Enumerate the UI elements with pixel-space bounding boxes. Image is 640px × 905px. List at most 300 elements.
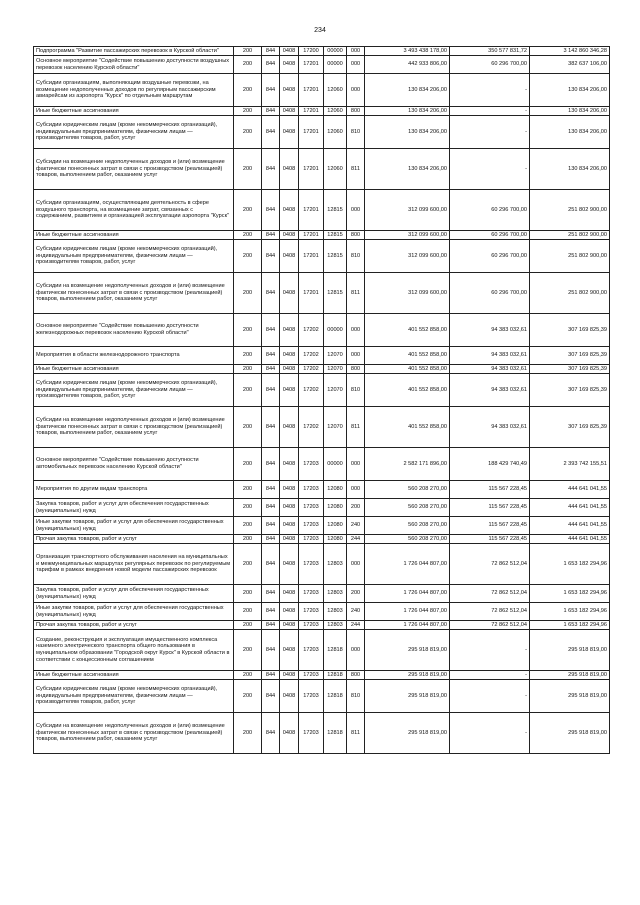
expense-name: Иные закупки товаров, работ и услуг для обеспечения государственных (муниципальных) нужд (34, 517, 234, 535)
grbs-code: 844 (262, 347, 280, 365)
expense-name: Иные закупки товаров, работ и услуг для обеспечения государственных (муниципальных) нужд (34, 603, 234, 621)
amount-executed: - (450, 116, 530, 149)
amount-executed: - (450, 713, 530, 754)
amount-approved: 295 918 819,00 (365, 630, 450, 671)
direction-code: 12818 (324, 680, 347, 713)
amount-approved: 312 099 600,00 (365, 240, 450, 273)
expense-type-code: 200 (347, 499, 365, 517)
amount-remaining: 444 641 041,55 (530, 481, 610, 499)
amount-executed: 60 296 700,00 (450, 190, 530, 231)
amount-executed: - (450, 107, 530, 116)
amount-approved: 560 208 270,00 (365, 535, 450, 544)
amount-remaining: 295 918 819,00 (530, 671, 610, 680)
amount-approved: 401 552 858,00 (365, 407, 450, 448)
expense-type-code: 800 (347, 365, 365, 374)
expense-type-code: 000 (347, 47, 365, 56)
admin-code: 200 (234, 56, 262, 74)
amount-approved: 295 918 819,00 (365, 671, 450, 680)
amount-remaining: 307 169 825,39 (530, 314, 610, 347)
table-row (34, 365, 610, 374)
grbs-code: 844 (262, 314, 280, 347)
direction-code: 12080 (324, 499, 347, 517)
table-row (34, 630, 610, 671)
amount-executed: 115 567 228,45 (450, 499, 530, 517)
expense-name: Мероприятия в области железнодорожного транспорта (34, 347, 234, 365)
direction-code: 12815 (324, 190, 347, 231)
expense-type-code: 240 (347, 603, 365, 621)
expense-name: Субсидии на возмещение недополученных доходов и (или) возмещение фактически понесенных затрат в связи с производством (реализацией) товаров, выполнением работ, оказанием услуг (34, 713, 234, 754)
expense-type-code: 240 (347, 517, 365, 535)
amount-executed: 72 862 512,04 (450, 603, 530, 621)
expense-type-code: 811 (347, 149, 365, 190)
expense-type-code: 811 (347, 713, 365, 754)
table-body (34, 47, 610, 754)
program-code: 17203 (299, 630, 324, 671)
grbs-code: 844 (262, 116, 280, 149)
direction-code: 12815 (324, 231, 347, 240)
table-row (34, 544, 610, 585)
expense-name: Прочая закупка товаров, работ и услуг (34, 535, 234, 544)
expense-name: Субсидии организациям, осуществляющим деятельность в сфере воздушного транспорта, на возмещение затрат, связанных с содержанием, развитием и организацией эксплуатации аэропорта "Курск" (34, 190, 234, 231)
direction-code: 00000 (324, 314, 347, 347)
amount-executed: 60 296 700,00 (450, 240, 530, 273)
expense-type-code: 000 (347, 630, 365, 671)
table-row (34, 671, 610, 680)
admin-code: 200 (234, 240, 262, 273)
admin-code: 200 (234, 107, 262, 116)
table-row (34, 374, 610, 407)
grbs-code: 844 (262, 240, 280, 273)
amount-remaining: 3 142 860 346,28 (530, 47, 610, 56)
section-code: 0408 (280, 47, 299, 56)
expense-name: Иные бюджетные ассигнования (34, 671, 234, 680)
direction-code: 12818 (324, 671, 347, 680)
section-code: 0408 (280, 448, 299, 481)
budget-table (33, 46, 610, 754)
section-code: 0408 (280, 374, 299, 407)
amount-remaining: 251 802 900,00 (530, 190, 610, 231)
expense-name: Закупка товаров, работ и услуг для обеспечения государственных (муниципальных) нужд (34, 585, 234, 603)
direction-code: 12803 (324, 585, 347, 603)
expense-type-code: 000 (347, 56, 365, 74)
amount-executed: - (450, 671, 530, 680)
program-code: 17202 (299, 314, 324, 347)
table-row (34, 107, 610, 116)
section-code: 0408 (280, 273, 299, 314)
table-row (34, 314, 610, 347)
section-code: 0408 (280, 671, 299, 680)
program-code: 17202 (299, 374, 324, 407)
direction-code: 12070 (324, 407, 347, 448)
amount-executed: 188 429 740,49 (450, 448, 530, 481)
table-row (34, 231, 610, 240)
amount-remaining: 2 393 742 155,51 (530, 448, 610, 481)
table-row (34, 680, 610, 713)
admin-code: 200 (234, 535, 262, 544)
amount-remaining: 251 802 900,00 (530, 273, 610, 314)
amount-remaining: 382 637 106,00 (530, 56, 610, 74)
expense-name: Иные бюджетные ассигнования (34, 107, 234, 116)
section-code: 0408 (280, 407, 299, 448)
grbs-code: 844 (262, 74, 280, 107)
amount-remaining: 1 653 182 294,96 (530, 603, 610, 621)
amount-approved: 442 933 806,00 (365, 56, 450, 74)
expense-type-code: 244 (347, 621, 365, 630)
section-code: 0408 (280, 190, 299, 231)
table-row (34, 603, 610, 621)
section-code: 0408 (280, 630, 299, 671)
amount-remaining: 251 802 900,00 (530, 240, 610, 273)
grbs-code: 844 (262, 365, 280, 374)
program-code: 17201 (299, 240, 324, 273)
direction-code: 12815 (324, 240, 347, 273)
amount-executed: 350 577 831,72 (450, 47, 530, 56)
expense-name: Основное мероприятие "Содействие повышению доступности железнодорожных перевозок населению Курской области" (34, 314, 234, 347)
amount-remaining: 295 918 819,00 (530, 680, 610, 713)
expense-type-code: 000 (347, 74, 365, 107)
direction-code: 12060 (324, 107, 347, 116)
amount-remaining: 295 918 819,00 (530, 713, 610, 754)
admin-code: 200 (234, 47, 262, 56)
admin-code: 200 (234, 190, 262, 231)
amount-approved: 401 552 858,00 (365, 365, 450, 374)
section-code: 0408 (280, 74, 299, 107)
amount-approved: 3 493 438 178,00 (365, 47, 450, 56)
section-code: 0408 (280, 116, 299, 149)
expense-type-code: 810 (347, 116, 365, 149)
admin-code: 200 (234, 149, 262, 190)
program-code: 17203 (299, 481, 324, 499)
amount-approved: 130 834 206,00 (365, 107, 450, 116)
admin-code: 200 (234, 603, 262, 621)
program-code: 17201 (299, 190, 324, 231)
admin-code: 200 (234, 481, 262, 499)
amount-remaining: 444 641 041,55 (530, 517, 610, 535)
program-code: 17202 (299, 347, 324, 365)
grbs-code: 844 (262, 680, 280, 713)
direction-code: 12080 (324, 481, 347, 499)
table-row (34, 407, 610, 448)
grbs-code: 844 (262, 499, 280, 517)
amount-approved: 1 726 044 807,00 (365, 603, 450, 621)
expense-type-code: 000 (347, 190, 365, 231)
amount-approved: 130 834 206,00 (365, 149, 450, 190)
amount-executed: 94 383 032,61 (450, 407, 530, 448)
expense-name: Мероприятия по другим видам транспорта (34, 481, 234, 499)
program-code: 17203 (299, 499, 324, 517)
direction-code: 12070 (324, 347, 347, 365)
table-row (34, 74, 610, 107)
program-code: 17203 (299, 448, 324, 481)
program-code: 17203 (299, 671, 324, 680)
table-row (34, 56, 610, 74)
table-row (34, 481, 610, 499)
section-code: 0408 (280, 481, 299, 499)
expense-name: Субсидии юридическим лицам (кроме некоммерческих организаций), индивидуальным предпринимателям, физическим лицам — производителям товаров, работ, услуг (34, 116, 234, 149)
amount-approved: 401 552 858,00 (365, 374, 450, 407)
expense-name: Субсидии организациям, выполняющим воздушные перевозки, на возмещение недополученных доходов по регулярным пассажирским авиарейсам из аэропорта "Курск" по отдельным маршрутам (34, 74, 234, 107)
grbs-code: 844 (262, 535, 280, 544)
expense-name: Субсидии юридическим лицам (кроме некоммерческих организаций), индивидуальным предпринимателям, физическим лицам — производителям товаров, работ, услуг (34, 374, 234, 407)
expense-type-code: 000 (347, 314, 365, 347)
amount-approved: 560 208 270,00 (365, 499, 450, 517)
expense-type-code: 810 (347, 374, 365, 407)
section-code: 0408 (280, 107, 299, 116)
admin-code: 200 (234, 585, 262, 603)
table-row (34, 149, 610, 190)
admin-code: 200 (234, 713, 262, 754)
program-code: 17201 (299, 231, 324, 240)
program-code: 17200 (299, 47, 324, 56)
amount-approved: 1 726 044 807,00 (365, 621, 450, 630)
amount-remaining: 307 169 825,39 (530, 374, 610, 407)
admin-code: 200 (234, 374, 262, 407)
admin-code: 200 (234, 544, 262, 585)
table-row (34, 240, 610, 273)
expense-name: Субсидии юридическим лицам (кроме некоммерческих организаций), индивидуальным предпринимателям, физическим лицам — производителям товаров, работ, услуг (34, 680, 234, 713)
admin-code: 200 (234, 448, 262, 481)
section-code: 0408 (280, 240, 299, 273)
program-code: 17203 (299, 621, 324, 630)
table-row (34, 273, 610, 314)
section-code: 0408 (280, 544, 299, 585)
direction-code: 12080 (324, 517, 347, 535)
amount-executed: 60 296 700,00 (450, 56, 530, 74)
direction-code: 12060 (324, 74, 347, 107)
amount-approved: 130 834 206,00 (365, 74, 450, 107)
expense-type-code: 810 (347, 240, 365, 273)
amount-remaining: 307 169 825,39 (530, 347, 610, 365)
admin-code: 200 (234, 499, 262, 517)
page-number: 234 (314, 27, 326, 34)
program-code: 17203 (299, 585, 324, 603)
amount-executed: - (450, 630, 530, 671)
grbs-code: 844 (262, 407, 280, 448)
program-code: 17203 (299, 603, 324, 621)
grbs-code: 844 (262, 671, 280, 680)
amount-remaining: 130 834 206,00 (530, 74, 610, 107)
amount-executed: 94 383 032,61 (450, 314, 530, 347)
direction-code: 12080 (324, 535, 347, 544)
amount-approved: 401 552 858,00 (365, 314, 450, 347)
admin-code: 200 (234, 231, 262, 240)
expense-type-code: 000 (347, 544, 365, 585)
table-row (34, 190, 610, 231)
amount-executed: 115 567 228,45 (450, 481, 530, 499)
table-row (34, 535, 610, 544)
section-code: 0408 (280, 585, 299, 603)
expense-name: Создание, реконструкция и эксплуатация имущественного комплекса наземного электрического транспорта общего пользования в муниципальном образовании "Городской округ Курск" в Курской области в соответствии с концессионным соглашением (34, 630, 234, 671)
amount-executed: 94 383 032,61 (450, 365, 530, 374)
direction-code: 12060 (324, 116, 347, 149)
table-row (34, 517, 610, 535)
grbs-code: 844 (262, 149, 280, 190)
expense-type-code: 800 (347, 671, 365, 680)
direction-code: 12070 (324, 374, 347, 407)
amount-approved: 560 208 270,00 (365, 481, 450, 499)
expense-type-code: 800 (347, 107, 365, 116)
amount-remaining: 1 653 182 294,96 (530, 544, 610, 585)
amount-executed: 72 862 512,04 (450, 544, 530, 585)
admin-code: 200 (234, 680, 262, 713)
program-code: 17201 (299, 116, 324, 149)
amount-executed: 72 862 512,04 (450, 621, 530, 630)
expense-name: Подпрограмма "Развитие пассажирских перевозок в Курской области" (34, 47, 234, 56)
admin-code: 200 (234, 365, 262, 374)
program-code: 17201 (299, 56, 324, 74)
amount-approved: 130 834 206,00 (365, 116, 450, 149)
direction-code: 00000 (324, 56, 347, 74)
amount-remaining: 307 169 825,39 (530, 365, 610, 374)
amount-executed: - (450, 680, 530, 713)
admin-code: 200 (234, 630, 262, 671)
amount-executed: 94 383 032,61 (450, 347, 530, 365)
expense-name: Основное мероприятие "Содействие повышению доступности автомобильных перевозок населению Курской области" (34, 448, 234, 481)
amount-executed: 72 862 512,04 (450, 585, 530, 603)
expense-type-code: 244 (347, 535, 365, 544)
admin-code: 200 (234, 314, 262, 347)
amount-remaining: 130 834 206,00 (530, 107, 610, 116)
grbs-code: 844 (262, 231, 280, 240)
expense-type-code: 800 (347, 231, 365, 240)
expense-name: Закупка товаров, работ и услуг для обеспечения государственных (муниципальных) нужд (34, 499, 234, 517)
section-code: 0408 (280, 56, 299, 74)
program-code: 17203 (299, 535, 324, 544)
expense-name: Иные бюджетные ассигнования (34, 365, 234, 374)
grbs-code: 844 (262, 448, 280, 481)
grbs-code: 844 (262, 621, 280, 630)
direction-code: 12803 (324, 621, 347, 630)
section-code: 0408 (280, 603, 299, 621)
direction-code: 12803 (324, 603, 347, 621)
expense-type-code: 200 (347, 585, 365, 603)
grbs-code: 844 (262, 47, 280, 56)
program-code: 17203 (299, 517, 324, 535)
amount-executed: 115 567 228,45 (450, 517, 530, 535)
expense-type-code: 811 (347, 273, 365, 314)
expense-name: Иные бюджетные ассигнования (34, 231, 234, 240)
admin-code: 200 (234, 407, 262, 448)
program-code: 17203 (299, 713, 324, 754)
direction-code: 12070 (324, 365, 347, 374)
expense-name: Субсидии юридическим лицам (кроме некоммерческих организаций), индивидуальным предпринимателям, физическим лицам — производителям товаров, работ, услуг (34, 240, 234, 273)
amount-executed: 60 296 700,00 (450, 231, 530, 240)
table-row (34, 713, 610, 754)
admin-code: 200 (234, 74, 262, 107)
program-code: 17203 (299, 544, 324, 585)
expense-type-code: 000 (347, 481, 365, 499)
table-row (34, 621, 610, 630)
expense-name: Прочая закупка товаров, работ и услуг (34, 621, 234, 630)
grbs-code: 844 (262, 273, 280, 314)
direction-code: 12818 (324, 713, 347, 754)
grbs-code: 844 (262, 630, 280, 671)
amount-remaining: 1 653 182 294,96 (530, 585, 610, 603)
amount-remaining: 295 918 819,00 (530, 630, 610, 671)
expense-type-code: 810 (347, 680, 365, 713)
amount-approved: 312 099 600,00 (365, 273, 450, 314)
admin-code: 200 (234, 671, 262, 680)
table-row (34, 448, 610, 481)
table-row (34, 499, 610, 517)
table-row (34, 347, 610, 365)
program-code: 17202 (299, 365, 324, 374)
admin-code: 200 (234, 116, 262, 149)
amount-executed: - (450, 74, 530, 107)
program-code: 17202 (299, 407, 324, 448)
direction-code: 12060 (324, 149, 347, 190)
amount-approved: 401 552 858,00 (365, 347, 450, 365)
expense-type-code: 811 (347, 407, 365, 448)
grbs-code: 844 (262, 374, 280, 407)
section-code: 0408 (280, 517, 299, 535)
amount-executed: 60 296 700,00 (450, 273, 530, 314)
amount-remaining: 130 834 206,00 (530, 149, 610, 190)
grbs-code: 844 (262, 517, 280, 535)
expense-type-code: 000 (347, 347, 365, 365)
section-code: 0408 (280, 231, 299, 240)
amount-approved: 2 582 171 896,00 (365, 448, 450, 481)
grbs-code: 844 (262, 603, 280, 621)
table-row (34, 47, 610, 56)
amount-approved: 295 918 819,00 (365, 680, 450, 713)
amount-remaining: 444 641 041,55 (530, 499, 610, 517)
amount-approved: 312 099 600,00 (365, 231, 450, 240)
admin-code: 200 (234, 347, 262, 365)
direction-code: 12803 (324, 544, 347, 585)
amount-approved: 1 726 044 807,00 (365, 544, 450, 585)
direction-code: 00000 (324, 47, 347, 56)
section-code: 0408 (280, 149, 299, 190)
admin-code: 200 (234, 273, 262, 314)
section-code: 0408 (280, 499, 299, 517)
program-code: 17201 (299, 273, 324, 314)
expense-name: Основное мероприятие "Содействие повышению доступности воздушных перевозок населению Курской области" (34, 56, 234, 74)
amount-executed: 94 383 032,61 (450, 374, 530, 407)
program-code: 17203 (299, 680, 324, 713)
section-code: 0408 (280, 314, 299, 347)
amount-executed: - (450, 149, 530, 190)
program-code: 17201 (299, 149, 324, 190)
grbs-code: 844 (262, 107, 280, 116)
section-code: 0408 (280, 713, 299, 754)
program-code: 17201 (299, 107, 324, 116)
expense-name: Субсидии на возмещение недополученных доходов и (или) возмещение фактически понесенных затрат в связи с производством (реализацией) товаров, выполнением работ, оказанием услуг (34, 149, 234, 190)
amount-remaining: 1 653 182 294,96 (530, 621, 610, 630)
expense-name: Организация транспортного обслуживания населения на муниципальных и межмуниципальных маршрутах регулярных перевозок по регулируемым тарифам в рамках внедрения новой модели пассажирских перевозок (34, 544, 234, 585)
table-row (34, 116, 610, 149)
grbs-code: 844 (262, 481, 280, 499)
expense-type-code: 000 (347, 448, 365, 481)
table-row (34, 585, 610, 603)
amount-approved: 1 726 044 807,00 (365, 585, 450, 603)
amount-remaining: 444 641 041,55 (530, 535, 610, 544)
section-code: 0408 (280, 347, 299, 365)
admin-code: 200 (234, 621, 262, 630)
amount-approved: 295 918 819,00 (365, 713, 450, 754)
direction-code: 00000 (324, 448, 347, 481)
grbs-code: 844 (262, 190, 280, 231)
amount-executed: 115 567 228,45 (450, 535, 530, 544)
program-code: 17201 (299, 74, 324, 107)
amount-remaining: 307 169 825,39 (530, 407, 610, 448)
expense-name: Субсидии на возмещение недополученных доходов и (или) возмещение фактически понесенных затрат в связи с производством (реализацией) товаров, выполнением работ, оказанием услуг (34, 273, 234, 314)
expense-name: Субсидии на возмещение недополученных доходов и (или) возмещение фактически понесенных затрат в связи с производством (реализацией) товаров, выполнением работ, оказанием услуг (34, 407, 234, 448)
amount-approved: 312 099 600,00 (365, 190, 450, 231)
section-code: 0408 (280, 680, 299, 713)
grbs-code: 844 (262, 56, 280, 74)
amount-approved: 560 208 270,00 (365, 517, 450, 535)
